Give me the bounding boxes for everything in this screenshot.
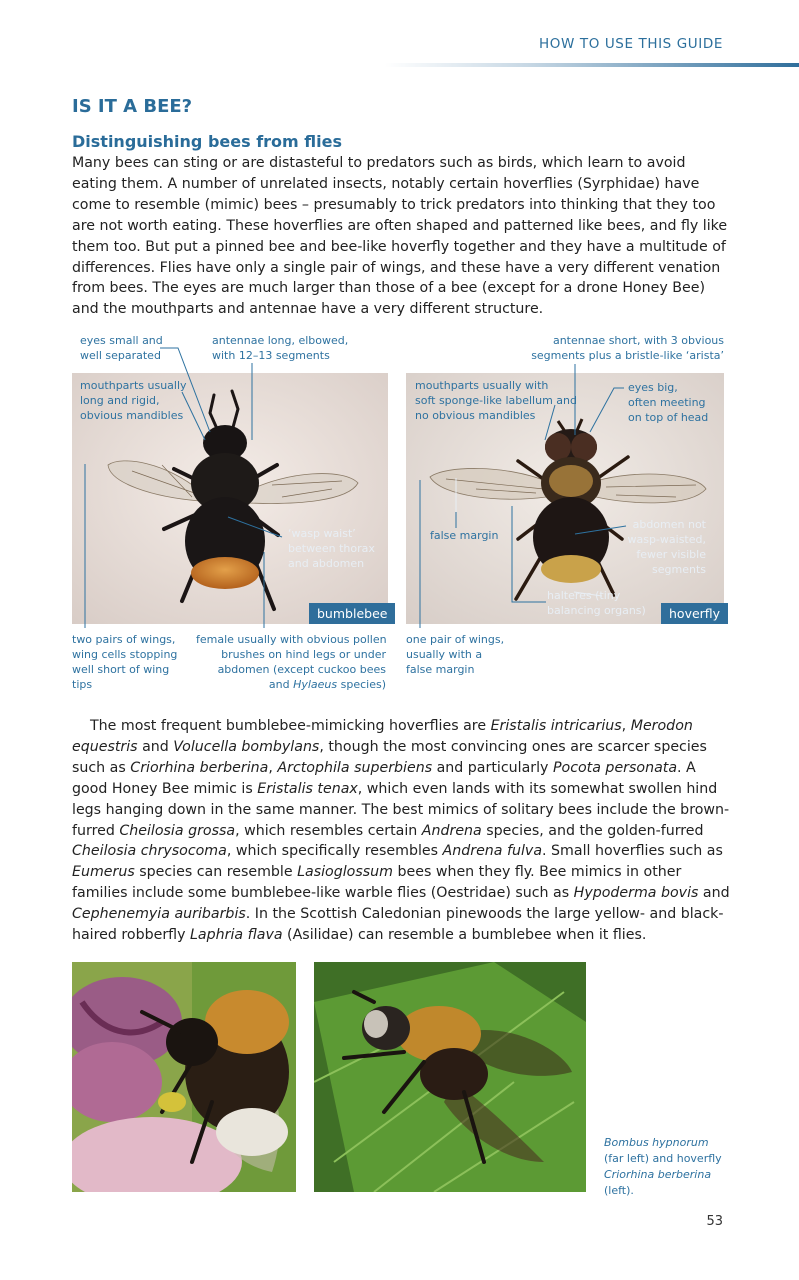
- fly-halteres-annotation: halteres (tiny balancing organs): [547, 589, 646, 617]
- paragraph-text: ,: [268, 759, 278, 776]
- species-name: Eristalis tenax: [257, 780, 358, 797]
- paragraph-text: , though the most convincing ones are scarcer species such as: [72, 738, 707, 776]
- bumblebee-badge: bumblebee: [309, 603, 395, 624]
- bee-antennae-annotation: antennae long, elbowed, with 12–13 segments: [212, 334, 349, 362]
- paragraph-text: ,: [621, 718, 631, 734]
- species-name: Volucella bombylans: [173, 738, 320, 755]
- species-name: Pocota personata: [552, 759, 678, 776]
- paragraph-text: , which specifically resembles: [226, 843, 443, 860]
- fly-wings-annotation: one pair of wings, usually with a false margin: [406, 633, 505, 676]
- bee-eyes-annotation: eyes small and well separated: [80, 334, 163, 362]
- species-name: Merodon equestris: [72, 718, 693, 755]
- fly-mouthparts-annotation: mouthparts usually with soft sponge-like labellum and no obvious mandibles: [415, 379, 577, 422]
- header-rule: [385, 63, 799, 67]
- species-name: Cheilosia grossa: [119, 822, 236, 839]
- paragraph-text: , which even lands with its somewhat swollen hind legs hanging down in the same manner. The best mimics of solitary bees include the brown-furred: [72, 780, 730, 839]
- species-name: Hypoderma bovis: [573, 885, 699, 902]
- species-name: Lasioglossum: [297, 864, 393, 881]
- paragraph-text: . Small hoverflies such as: [542, 843, 723, 860]
- paragraph-text: , which resembles certain: [235, 822, 422, 839]
- fly-antennae-annotation: antennae short, with 3 obvious segments plus a bristle-like ‘arista’: [531, 334, 724, 362]
- paragraph-text: species can resemble: [134, 864, 298, 881]
- bombus-hypnorum-photo: [72, 962, 296, 1192]
- species-name: Cephenemyia auribarbis: [72, 906, 246, 923]
- paragraph-text: species, and the golden-furred: [481, 822, 704, 839]
- fly-eyes-annotation: eyes big, often meeting on top of head: [628, 381, 709, 424]
- paragraph-text: bees when they fly. Bee mimics in other families include some bumblebee-like warble flies (Oestridae) such as: [72, 864, 682, 902]
- criorhina-berberina-photo: [314, 962, 586, 1192]
- page-number: 53: [706, 1214, 723, 1229]
- paragraph-text: . A good Honey Bee mimic is: [72, 759, 696, 797]
- species-name: Andrena: [421, 822, 482, 839]
- species-name: Andrena fulva: [442, 843, 543, 860]
- mimic-paragraph: [72, 716, 732, 946]
- paragraph-text: . In the Scottish Caledonian pinewoods the large yellow- and black-haired robberfly: [72, 906, 724, 944]
- bee-mouthparts-annotation: mouthparts usually long and rigid, obvious mandibles: [80, 379, 187, 422]
- paragraph-text: and particularly: [432, 759, 553, 776]
- paragraph-text: (Asilidae) can resemble a bumblebee when it flies.: [282, 927, 647, 944]
- paragraph-text: and: [698, 885, 730, 902]
- species-name: Arctophila superbiens: [277, 759, 433, 776]
- fly-abdomen-annotation: abdomen not wasp-waisted, fewer visible segments: [627, 518, 706, 576]
- fly-false-margin-label: false margin: [430, 529, 499, 542]
- bee-wings-annotation: two pairs of wings, wing cells stopping well short of wing tips: [72, 633, 178, 691]
- bee-pollen-annotation: female usually with obvious pollen brushes on hind legs or under abdomen (except cuckoo bees and Hylaeus species): [196, 633, 387, 691]
- species-name: Eristalis intricarius: [490, 718, 622, 734]
- species-name: Criorhina berberina: [130, 759, 269, 776]
- paragraph-text: and: [137, 738, 174, 755]
- paragraph-text: The most frequent bumblebee-mimicking hoverflies are: [90, 718, 491, 734]
- subsection-title: Distinguishing bees from flies: [72, 132, 343, 151]
- hoverfly-badge: hoverfly: [661, 603, 728, 624]
- species-name: Laphria flava: [190, 927, 283, 944]
- species-name: Eumerus: [72, 864, 135, 881]
- running-head: HOW TO USE THIS GUIDE: [539, 36, 723, 52]
- species-name: Cheilosia chrysocoma: [72, 843, 227, 860]
- intro-paragraph: Many bees can sting or are distasteful to predators such as birds, which learn to avoid eating them. A number of unrelated insects, notably certain hoverflies (Syrphidae) have come to resemble (mimic) bees – presumably to trick predators into thinking that they too are not worth eating. These hoverflies are often shaped and patterned like bees, and fly like them too. But put a pinned bee and bee-like hoverfly together and they have a multitude of differences. Flies have only a single pair of wings, and these have a very different venation from bees. The eyes are much larger than those of a bee (except for a drone Honey Bee) and the mouthparts and antennae have a very different structure.: [72, 155, 728, 318]
- photo-caption: Bombus hypnorum (far left) and hoverfly Criorhina berberina (left).: [604, 1136, 722, 1197]
- section-title: IS IT A BEE?: [72, 96, 193, 117]
- bee-waist-annotation: ‘wasp waist’ between thorax and abdomen: [288, 527, 375, 570]
